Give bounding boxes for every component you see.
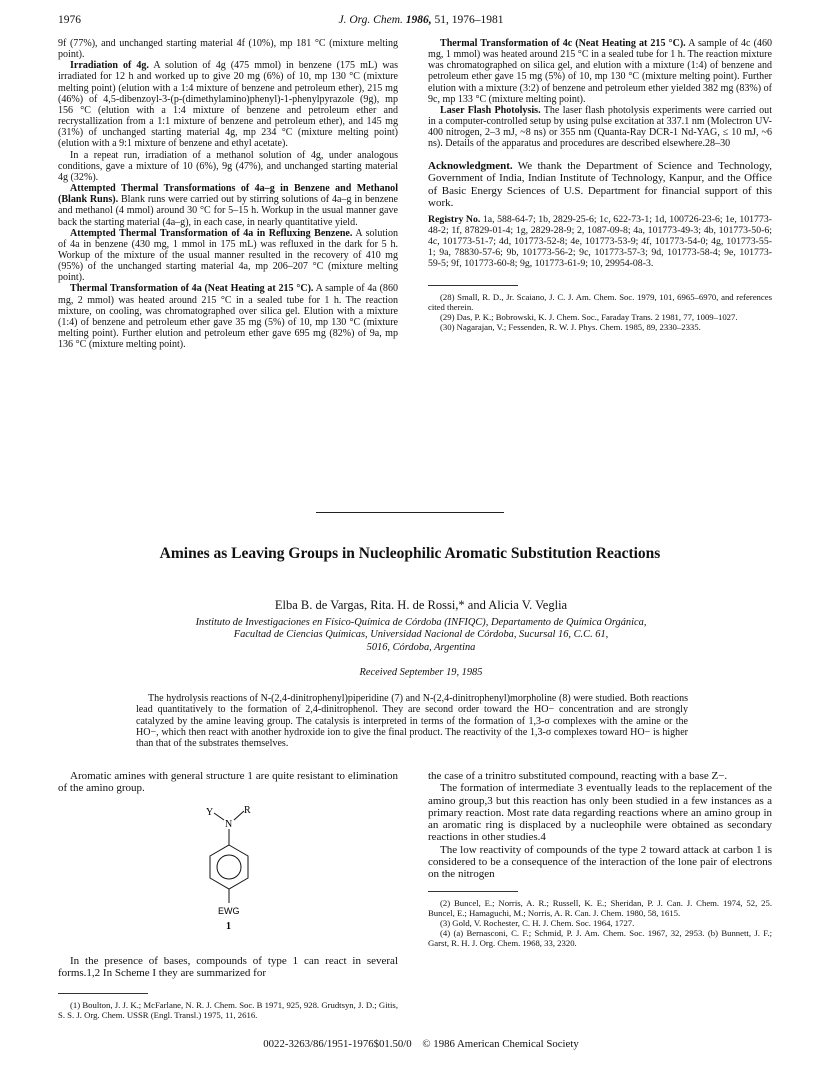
paragraph-lead: Laser Flash Photolysis. [440, 104, 541, 116]
paragraph: In the presence of bases, compounds of type 1 can react in several forms.1,2 In Scheme I they are summarized for [58, 954, 398, 979]
bond [234, 811, 244, 820]
paragraph: The formation of intermediate 3 eventually leads to the replacement of the amino group,3 but this reaction has only been studied in a few instances as a primary reaction. Most rate data regarding reactions where an amino group in an aromatic ring is displaced by a nucleophile were obtained as secondary reactions in other studies.4 [428, 782, 772, 844]
journal-year: 1986, [405, 14, 432, 26]
article-authors: Elba B. de Vargas, Rita. H. de Rossi,* and Alicia V. Veglia [274, 598, 568, 612]
author-affiliation [58, 617, 784, 654]
abstract: The hydrolysis reactions of N-(2,4-dinitrophenyl)piperidine (7) and N-(2,4-dinitrophenyl)morpholine (8) were studied. Both reactions lead quantitatively to the formation of 2,4-dinitrophenol. They are second order toward the HO− concentration and are strongly catalyzed by the amine leaving group. The catalysis is interpreted in terms of the formation of 1,3-σ complexes with the amine or the HO−, which then react with another hydroxide ion to give the final product. The reactivity of the 1,3-σ complexes toward HO− is higher than that of the substrates themselves. [136, 693, 688, 750]
y-substituent-label: Y [206, 806, 214, 818]
page-footer [58, 1038, 784, 1050]
footnote: (3) Gold, V. Rochester, C. H. J. Chem. Soc. 1964, 1727. [440, 917, 635, 928]
aromatic-amine-structure [178, 801, 278, 951]
aromatic-circle [217, 855, 241, 879]
footnote: (2) Buncel, E.; Norris, A. R.; Russell, K. E.; Sheridan, P. J. Can. J. Chem. 1974, 52, 25. Buncel, E.; Hamaguchi, M.; Norris, A. R. Can. J. Chem. 1980, 58, 1615. [428, 897, 772, 918]
paragraph-lead: Irradiation of 4g. [70, 60, 149, 72]
bond [214, 813, 224, 820]
copyright: © 1986 American Chemical Society [422, 1038, 579, 1050]
paragraph-text: The laser flash photolysis experiments were carried out in a computer-controlled setup by using pulse excitation at 337.1 nm (Molectron UV-400 nitrogen, 2–3 mJ, ~8 ns) or 355 nm (Quanta-Ray DCR-1 Nd-YAG, ≤ 10 mJ, ~6 ns). Details of the apparatus and procedures are described elsewhere.28–30 [428, 104, 773, 150]
acknowledgment-lead: Acknowledgment. [428, 159, 513, 172]
paragraph-text: In a repeat run, irradiation of a methanol solution of 4g, under analogous conditions, gave a mixture of 10 (6%), 9g (47%), and unchanged starting material 4g (32%). [58, 149, 398, 183]
paragraph [58, 283, 398, 350]
paragraph [58, 150, 398, 183]
paragraph [428, 105, 772, 150]
paragraph: the case of a trinitro substituted compound, reacting with a base Z−. [428, 770, 728, 782]
journal-volume: 51, [434, 14, 449, 26]
nitrogen-label: N [225, 818, 233, 830]
acknowledgment-text: We thank the Department of Science and Technology, Government of India, Indian Institute of Technology, Kanpur, and the Office of Basic Energy Sciences of U.S. Department for financial support of this work. [428, 159, 772, 210]
article-separator [316, 512, 504, 513]
paragraph [428, 38, 772, 105]
body-left-column [58, 770, 398, 1020]
affiliation-line: Instituto de Investigaciones en Físico-Química de Córdoba (INFIQC), Departamento de Química Orgánica, [195, 617, 647, 628]
paragraph-lead: Thermal Transformation of 4c (Neat Heating at 215 °C). [440, 38, 686, 49]
running-header [58, 14, 784, 30]
paragraph: Aromatic amines with general structure 1 are quite resistant to elimination of the amino group. [58, 770, 398, 795]
affiliation-line: Facultad de Ciencias Químicas, Universidad Nacional de Córdoba, Sucursal 16, C.C. 61, [233, 629, 609, 641]
issn-code: 0022-3263/86/1951-1976$01.50/0 [263, 1038, 412, 1050]
footnote: (1) Boulton, J. J. K.; McFarlane, N. R. J. Chem. Soc. B 1971, 925, 928. Grudtsyn, J. D.; Gitis, S. S. J. Org. Chem. USSR (Engl. Transl.) 1975, 11, 2616. [58, 1000, 398, 1021]
footnote: (30) Nagarajan, V.; Fessenden, R. W. J. Phys. Chem. 1985, 89, 2330–2335. [440, 322, 701, 333]
paragraph [58, 60, 398, 149]
page-number: 1976 [58, 14, 81, 26]
experimental-right-column [428, 38, 772, 332]
received-date: Received September 19, 1985 [359, 667, 483, 678]
benzene-ring [210, 845, 248, 889]
r-substituent-label: R [244, 804, 251, 816]
paragraph [58, 38, 398, 60]
paragraph-text: A sample of 4a (860 mg, 2 mmol) was heated around 215 °C in a sealed tube for 1 h. The reaction mixture, on cooling, was chromatographed over silica gel. Elution with a mixture (1:4) of benzene and petroleum ether gave 35 mg (5%) of 10, mp 130 °C (mixture melting point). Further elution and petroleum ether gave 695 mg (82%) of 9a, mp 136 °C (mixture melting point). [58, 283, 398, 351]
paragraph-text: A solution of 4g (475 mmol) in benzene (175 mL) was irradiated for 12 h and worked up to give 20 mg (6%) of 10, mp 130 °C (mixture melting point) (elution with a 1:4 mixture of benzene and petroleum ether), 215 mg (46%) of 4,5-dibenzoyl-3-(p-(dimethylamino)phenyl)-1-phenylpyrazole (9g), mp 156 °C (elution with a 1:4 mixture of benzene and petroleum ether and recrystallization from a 1:1 mixture of benzene and petroleum ether), and 145 mg (31%) of unchanged starting material 4g, mp 234 °C (mixture melting point) (elution with a 9:1 mixture of benzene and ethyl acetate). [58, 60, 398, 150]
footnote-rule [428, 285, 518, 286]
journal-pages: 1976–1981 [451, 14, 504, 26]
paragraph-text: A solution of 4a in benzene (430 mg, 1 mmol in 175 mL) was refluxed in the dark for 5 h. Workup of the mixture of the usual manner resulted in the recovery of 410 mg (95%) of the unchanged starting material 4a, mp 206–207 °C (mixture melting point). [58, 227, 398, 284]
affiliation-line: 5016, Córdoba, Argentina [366, 641, 476, 653]
footnote-rule [58, 993, 148, 994]
experimental-left-column [58, 38, 398, 350]
paragraph-lead: Attempted Thermal Transformations of 4a–g in Benzene and Methanol (Blank Runs). [58, 183, 398, 206]
paragraph-lead: Thermal Transformation of 4a (Neat Heating at 215 °C). [70, 283, 314, 295]
paragraph [58, 183, 398, 228]
footnote-rule [428, 891, 518, 892]
footnote: (4) (a) Bernasconi, C. F.; Schmid, P. J. Am. Chem. Soc. 1967, 32, 2953. (b) Bunnett, J. F.; Garst, R. H. J. Org. Chem. 1968, 33, 2320. [428, 927, 772, 948]
journal-name: J. Org. Chem. [338, 14, 403, 26]
structure-1-figure [58, 801, 398, 951]
paragraph-text: 9f (77%), and unchanged starting material 4f (10%), mp 181 °C (mixture melting point). [58, 38, 398, 61]
footnote: (29) Das, P. K.; Bobrowski, K. J. Chem. Soc., Faraday Trans. 2 1981, 77, 1009–1027. [440, 312, 738, 323]
body-right-column [428, 770, 772, 948]
compound-number: 1 [226, 920, 231, 932]
registry-numbers [428, 214, 772, 269]
paragraph-text: Blank runs were carried out by stirring solutions of 4a–g in benzene and methanol (4 mmol) around 30 °C for 5–15 h. Workup in the usual manner gave back the starting material (4a–g), in each case, in nearly quantitative yield. [58, 194, 398, 228]
registry-text: 1a, 588-64-7; 1b, 2829-25-6; 1c, 622-73-1; 1d, 100726-23-6; 1e, 101773-48-2; 1f, 87829-01-4; 1g, 2829-28-9; 2, 1087-09-8; 4a, 101773-49-3; 4b, 101773-50-6; 4c, 101773-51-7; 4d, 101773-52-8; 4e, 101773-53-9; 4f, 101773-54-0; 4g, 101773-55-1; 9a, 78830-57-6; 9b, 101773-56-2; 9c, 101773-57-3; 9d, 101773-58-4; 9e, 101773-59-5; 9f, 101773-60-8; 9g, 101773-61-9; 10, 29954-08-3. [428, 213, 772, 270]
paragraph-text: A sample of 4c (460 mg, 1 mmol) was heated around 215 °C in a sealed tube for 1 h. The reaction mixture was chromatographed on silica gel, and elution with a mixture (1:4) of benzene and petroleum ether gave 15 mg (5%) of 10, mp 130 °C (mixture melting point). Further elution with a mixture (3:2) of benzene and petroleum ether yielded 382 mg (83%) of 9c, mp 133 °C (mixture melting point). [428, 38, 773, 105]
ewg-label: EWG [218, 905, 240, 916]
paragraph: The low reactivity of compounds of the type 2 toward attack at carbon 1 is considered to be a consequence of the interaction of the lone pair of electrons on the nitrogen [428, 843, 772, 881]
footnote: (28) Small, R. D., Jr. Scaiano, J. C. J. Am. Chem. Soc. 1979, 101, 6965–6970, and references cited therein. [428, 292, 772, 313]
paragraph-lead: Attempted Thermal Transformation of 4a in Refluxing Benzene. [70, 227, 353, 239]
journal-citation [58, 14, 784, 26]
paragraph [58, 228, 398, 284]
article-title: Amines as Leaving Groups in Nucleophilic Aromatic Substitution Reactions [159, 545, 661, 562]
acknowledgment [428, 160, 772, 210]
registry-lead: Registry No. [428, 213, 481, 225]
